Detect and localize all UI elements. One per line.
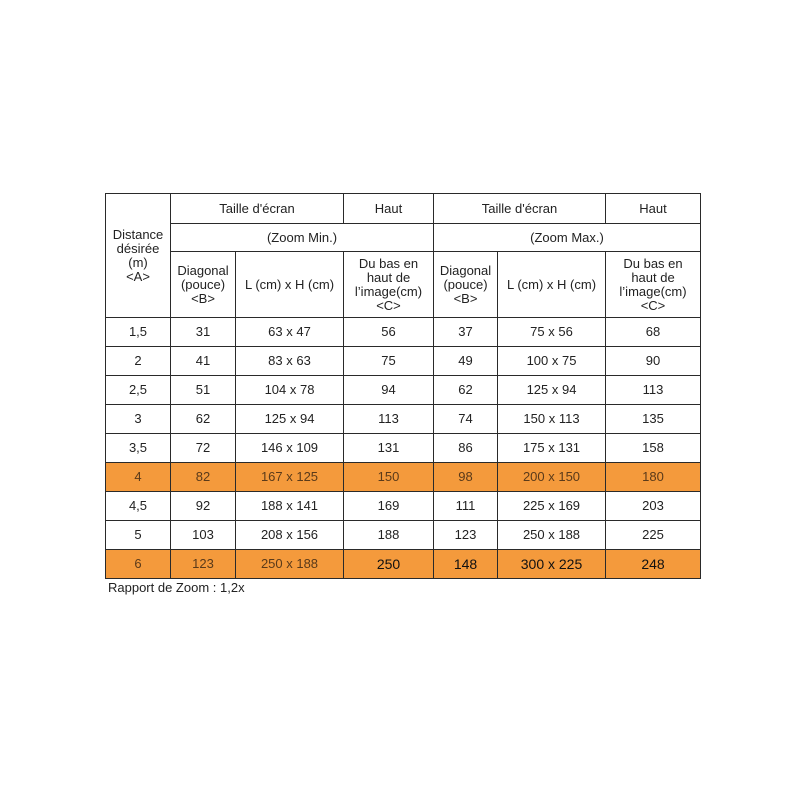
distance-header	[106, 194, 171, 318]
table-row	[106, 463, 701, 492]
table-row	[106, 376, 701, 405]
table-row	[106, 492, 701, 521]
diagonal-min-cell: 51	[171, 376, 236, 405]
bottom-max-line: Du bas en	[623, 255, 683, 271]
lh-max-cell: 250 x 188	[498, 521, 606, 550]
zoom-max-header: (Zoom Max.)	[434, 224, 701, 252]
bottom-max-cell: 180	[606, 463, 701, 492]
diagonal-max-cell: 37	[434, 318, 498, 347]
distance-cell: 3,5	[106, 434, 171, 463]
diagonal-max-cell: 86	[434, 434, 498, 463]
table-row	[106, 347, 701, 376]
distance-header-line: Distance	[112, 226, 164, 242]
distance-cell: 2,5	[106, 376, 171, 405]
diagonal-max-cell: 111	[434, 492, 498, 521]
diagonal-max-cell: 148	[434, 550, 498, 579]
lh-min-cell: 146 x 109	[236, 434, 344, 463]
distance-cell: 4	[106, 463, 171, 492]
table-row	[106, 434, 701, 463]
lh-min-cell: 167 x 125	[236, 463, 344, 492]
distance-cell: 5	[106, 521, 171, 550]
diagonal-max-line: Diagonal	[439, 262, 492, 278]
bottom-max-line: <C>	[640, 297, 666, 313]
diagonal-max-line: <B>	[453, 290, 478, 306]
bottom-max-cell: 203	[606, 492, 701, 521]
distance-header-line: désirée	[116, 240, 160, 256]
table-row	[106, 405, 701, 434]
bottom-max-cell: 113	[606, 376, 701, 405]
lh-min-cell: 125 x 94	[236, 405, 344, 434]
bottom-max-cell: 90	[606, 347, 701, 376]
diagonal-max-cell: 98	[434, 463, 498, 492]
distance-cell: 2	[106, 347, 171, 376]
bottom-max-cell: 248	[606, 550, 701, 579]
diagonal-min-cell: 31	[171, 318, 236, 347]
diagonal-min-line: (pouce)	[180, 276, 226, 292]
screen-size-min-header: Taille d'écran	[171, 194, 344, 224]
lh-min-cell: 104 x 78	[236, 376, 344, 405]
lh-min-cell: 188 x 141	[236, 492, 344, 521]
lh-max-cell: 100 x 75	[498, 347, 606, 376]
bottom-min-cell: 169	[344, 492, 434, 521]
bottom-min-cell: 56	[344, 318, 434, 347]
bottom-min-cell: 131	[344, 434, 434, 463]
diagonal-max-cell: 49	[434, 347, 498, 376]
table-body	[106, 318, 701, 579]
bottom-min-cell: 188	[344, 521, 434, 550]
projection-distance-table	[105, 193, 701, 579]
zoom-ratio-note: Rapport de Zoom : 1,2x	[108, 580, 245, 595]
height-min-header: Haut	[344, 194, 434, 224]
diagonal-min-line: Diagonal	[177, 262, 229, 278]
bottom-max-cell: 158	[606, 434, 701, 463]
diagonal-min-cell: 92	[171, 492, 236, 521]
lh-max-cell: 150 x 113	[498, 405, 606, 434]
diagonal-max-cell: 123	[434, 521, 498, 550]
bottom-min-header	[344, 252, 434, 318]
lh-max-cell: 225 x 169	[498, 492, 606, 521]
diagonal-min-cell: 103	[171, 521, 236, 550]
distance-cell: 1,5	[106, 318, 171, 347]
lh-min-cell: 208 x 156	[236, 521, 344, 550]
screen-size-max-header: Taille d'écran	[434, 194, 606, 224]
lh-max-cell: 175 x 131	[498, 434, 606, 463]
lh-max-cell: 125 x 94	[498, 376, 606, 405]
distance-header-line: <A>	[126, 268, 150, 284]
bottom-min-cell: 94	[344, 376, 434, 405]
lh-min-cell: 250 x 188	[236, 550, 344, 579]
header-row-2	[106, 224, 701, 252]
diagonal-min-cell: 62	[171, 405, 236, 434]
lh-max-header: L (cm) x H (cm)	[498, 252, 606, 318]
bottom-min-cell: 113	[344, 405, 434, 434]
bottom-max-line: l’image(cm)	[619, 283, 687, 299]
bottom-max-cell: 225	[606, 521, 701, 550]
lh-min-cell: 63 x 47	[236, 318, 344, 347]
zoom-min-header: (Zoom Min.)	[171, 224, 434, 252]
distance-cell: 3	[106, 405, 171, 434]
bottom-min-cell: 150	[344, 463, 434, 492]
bottom-max-header	[606, 252, 701, 318]
header-row-3	[106, 252, 701, 318]
height-max-header: Haut	[606, 194, 701, 224]
diagonal-max-line: (pouce)	[443, 276, 488, 292]
distance-cell: 6	[106, 550, 171, 579]
bottom-min-cell: 75	[344, 347, 434, 376]
distance-header-line: (m)	[128, 254, 148, 270]
lh-min-header: L (cm) x H (cm)	[236, 252, 344, 318]
bottom-min-cell: 250	[344, 550, 434, 579]
diagonal-min-cell: 123	[171, 550, 236, 579]
diagonal-max-header	[434, 252, 498, 318]
bottom-max-line: haut de	[631, 269, 675, 285]
lh-max-cell: 75 x 56	[498, 318, 606, 347]
diagonal-min-header	[171, 252, 236, 318]
diagonal-min-line: <B>	[191, 290, 215, 306]
diagonal-min-cell: 82	[171, 463, 236, 492]
lh-max-cell: 200 x 150	[498, 463, 606, 492]
bottom-min-line: l’image(cm)	[354, 283, 423, 299]
table-row	[106, 550, 701, 579]
bottom-min-line: Du bas en	[358, 255, 419, 271]
bottom-max-cell: 135	[606, 405, 701, 434]
lh-max-cell: 300 x 225	[498, 550, 606, 579]
diagonal-min-cell: 41	[171, 347, 236, 376]
distance-cell: 4,5	[106, 492, 171, 521]
header-row-1	[106, 194, 701, 224]
diagonal-min-cell: 72	[171, 434, 236, 463]
bottom-min-line: haut de	[366, 269, 411, 285]
lh-min-cell: 83 x 63	[236, 347, 344, 376]
bottom-min-line: <C>	[376, 297, 401, 313]
diagonal-max-cell: 62	[434, 376, 498, 405]
projection-table-container	[105, 193, 701, 579]
bottom-max-cell: 68	[606, 318, 701, 347]
diagonal-max-cell: 74	[434, 405, 498, 434]
table-row	[106, 521, 701, 550]
table-row	[106, 318, 701, 347]
